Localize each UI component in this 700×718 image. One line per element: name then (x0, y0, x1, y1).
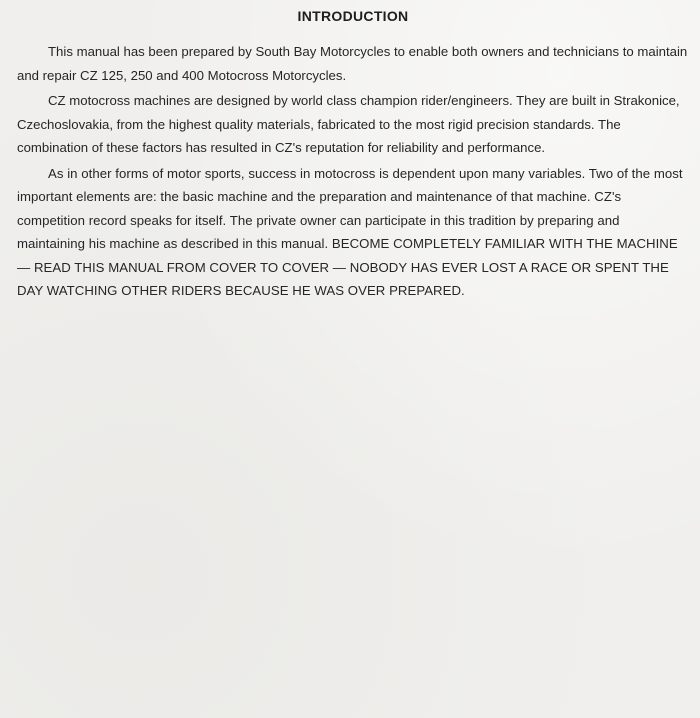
page-title: INTRODUCTION (297, 8, 409, 24)
paragraph-preparation: As in other forms of motor sports, success in motocross is dependent upon many variables. Two of the most important elements are: the basic machine and the preparation and maintenance of that machine. CZ's competition record speaks for itself. The private owner can participate in this tradition by preparing and maintaining his machine as described in this manual. BECOME COMPLETELY FAMILIAR WITH THE MACHINE — READ THIS MANUAL FROM COVER TO COVER — NOBODY HAS EVER LOST A RACE OR SPENT THE DAY WATCHING OTHER RIDERS BECAUSE HE WAS OVER PREPARED. (17, 165, 683, 298)
paragraph-design: CZ motocross machines are designed by world class champion rider/engineers. They are built in Strakonice, Czechoslovakia, from the highest quality materials, fabricated to the most rigid precision standards. The combination of these factors has resulted in CZ's reputation for reliability and performance. (17, 93, 680, 155)
paragraph-purpose: This manual has been prepared by South Bay Motorcycles to enable both owners and technicians to maintain and repair CZ 125, 250 and 400 Motocross Motorcycles. (17, 44, 688, 83)
document-body (17, 40, 689, 305)
